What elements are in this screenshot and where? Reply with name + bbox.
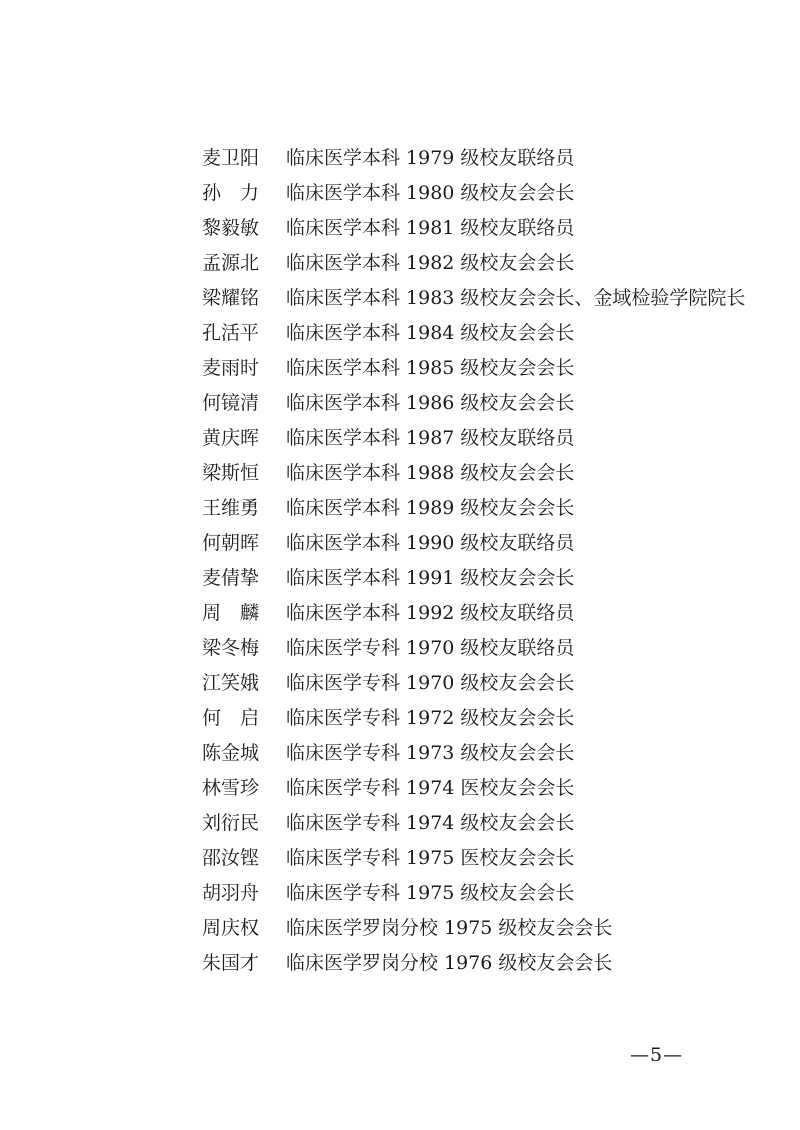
member-name: 梁冬梅 (202, 637, 260, 659)
member-name: 陈金城 (202, 742, 260, 764)
member-name: 孟源北 (202, 252, 260, 274)
member-name: 梁斯恒 (202, 462, 260, 484)
member-row (202, 141, 745, 176)
member-row (202, 911, 745, 946)
member-name: 麦倩挚 (202, 567, 260, 589)
member-row (202, 596, 745, 631)
member-role: 临床医学本科 1986 级校友会会长 (286, 392, 575, 414)
member-name: 麦雨时 (202, 357, 260, 379)
member-role: 临床医学专科 1970 级校友会会长 (286, 672, 575, 694)
member-row (202, 176, 745, 211)
member-row (202, 631, 745, 666)
member-name: 林雪珍 (202, 777, 260, 799)
member-row (202, 421, 745, 456)
member-row (202, 211, 745, 246)
member-role: 临床医学本科 1989 级校友会会长 (286, 497, 575, 519)
member-row (202, 316, 745, 351)
member-role: 临床医学专科 1975 医校友会会长 (286, 847, 575, 869)
member-name: 黄庆晖 (202, 427, 260, 449)
member-name: 江笑娥 (202, 672, 260, 694)
member-role: 临床医学本科 1987 级校友联络员 (286, 427, 575, 449)
member-row (202, 841, 745, 876)
member-list (202, 141, 745, 981)
member-name: 何镜清 (202, 392, 260, 414)
member-role: 临床医学罗岗分校 1975 级校友会会长 (286, 917, 613, 939)
member-row (202, 736, 745, 771)
member-name: 胡羽舟 (202, 882, 260, 904)
member-row (202, 701, 745, 736)
member-role: 临床医学本科 1988 级校友会会长 (286, 462, 575, 484)
member-role: 临床医学本科 1979 级校友联络员 (286, 147, 575, 169)
member-row (202, 456, 745, 491)
member-row (202, 561, 745, 596)
member-role: 临床医学专科 1970 级校友联络员 (286, 637, 575, 659)
member-role: 临床医学专科 1975 级校友会会长 (286, 882, 575, 904)
member-row (202, 351, 745, 386)
member-row (202, 666, 745, 701)
member-name: 王维勇 (202, 497, 260, 519)
member-role: 临床医学本科 1984 级校友会会长 (286, 322, 575, 344)
member-role: 临床医学专科 1974 级校友会会长 (286, 812, 575, 834)
member-row (202, 386, 745, 421)
member-role: 临床医学本科 1985 级校友会会长 (286, 357, 575, 379)
member-name: 梁耀铭 (202, 287, 260, 309)
member-name: 刘衍民 (202, 812, 260, 834)
member-row (202, 806, 745, 841)
member-role: 临床医学本科 1983 级校友会会长、金域检验学院院长 (286, 287, 746, 309)
member-role: 临床医学本科 1992 级校友联络员 (286, 602, 575, 624)
member-name: 孔活平 (202, 322, 260, 344)
member-role: 临床医学本科 1980 级校友会会长 (286, 182, 575, 204)
member-role: 临床医学专科 1973 级校友会会长 (286, 742, 575, 764)
member-row (202, 771, 745, 806)
page-number: —5— (630, 1044, 684, 1066)
member-name: 周 麟 (202, 602, 260, 624)
member-name: 麦卫阳 (202, 147, 260, 169)
member-name: 黎毅敏 (202, 217, 260, 239)
member-row (202, 246, 745, 281)
member-role: 临床医学本科 1981 级校友联络员 (286, 217, 575, 239)
member-name: 邵汝铿 (202, 847, 260, 869)
member-name: 何 启 (202, 707, 260, 729)
member-name: 何朝晖 (202, 532, 260, 554)
member-role: 临床医学罗岗分校 1976 级校友会会长 (286, 952, 613, 974)
member-row (202, 491, 745, 526)
member-role: 临床医学专科 1974 医校友会会长 (286, 777, 575, 799)
member-row (202, 526, 745, 561)
member-name: 周庆权 (202, 917, 260, 939)
member-row (202, 281, 745, 316)
member-name: 朱国才 (202, 952, 260, 974)
member-row (202, 876, 745, 911)
member-role: 临床医学本科 1990 级校友联络员 (286, 532, 575, 554)
member-role: 临床医学专科 1972 级校友会会长 (286, 707, 575, 729)
member-row (202, 946, 745, 981)
member-name: 孙 力 (202, 182, 260, 204)
member-role: 临床医学本科 1982 级校友会会长 (286, 252, 575, 274)
member-role: 临床医学本科 1991 级校友会会长 (286, 567, 575, 589)
